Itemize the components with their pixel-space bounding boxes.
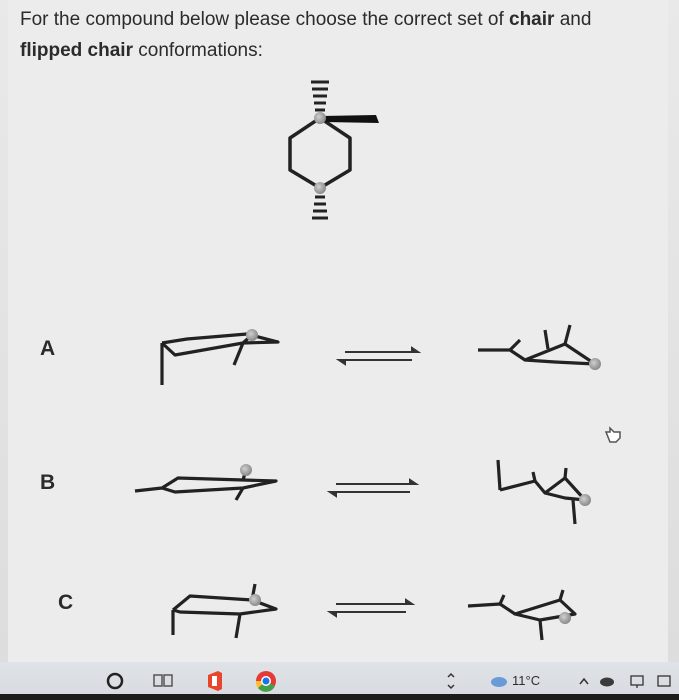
option-c-label[interactable]: C xyxy=(58,591,74,614)
cyclohexane-ring xyxy=(290,118,350,188)
option-b-chair-right[interactable] xyxy=(498,460,591,524)
hashed-bond-bottom xyxy=(312,197,328,218)
option-b-equilibrium-arrows xyxy=(330,480,416,496)
substituent-dot xyxy=(314,182,326,194)
option-b-label[interactable]: B xyxy=(40,471,56,494)
option-a-equilibrium-arrows xyxy=(339,348,418,364)
target-compound xyxy=(290,82,379,218)
question-text-3: conformations: xyxy=(132,40,263,61)
option-b-chair-left[interactable] xyxy=(135,464,276,500)
option-a-label[interactable]: A xyxy=(40,337,56,360)
question-text-1: For the compound below please choose the correct set of xyxy=(20,9,509,30)
question-chair: chair xyxy=(509,9,555,30)
temperature-text[interactable]: 11°C xyxy=(512,673,541,688)
wedge-bond xyxy=(322,115,379,123)
option-a-chair-left[interactable] xyxy=(162,329,278,385)
mouse-cursor-icon xyxy=(606,428,620,442)
hashed-bond-top xyxy=(311,82,329,110)
option-a-chair-right[interactable] xyxy=(478,325,601,370)
substituent-dot xyxy=(314,112,326,124)
option-c-equilibrium-arrows xyxy=(330,600,412,616)
question-flipped-chair: flipped chair xyxy=(20,40,133,61)
option-c-chair-right[interactable] xyxy=(468,590,575,640)
question-text-2: and xyxy=(554,9,592,30)
option-c-chair-left[interactable] xyxy=(173,584,276,638)
monitor-bezel xyxy=(0,694,679,700)
